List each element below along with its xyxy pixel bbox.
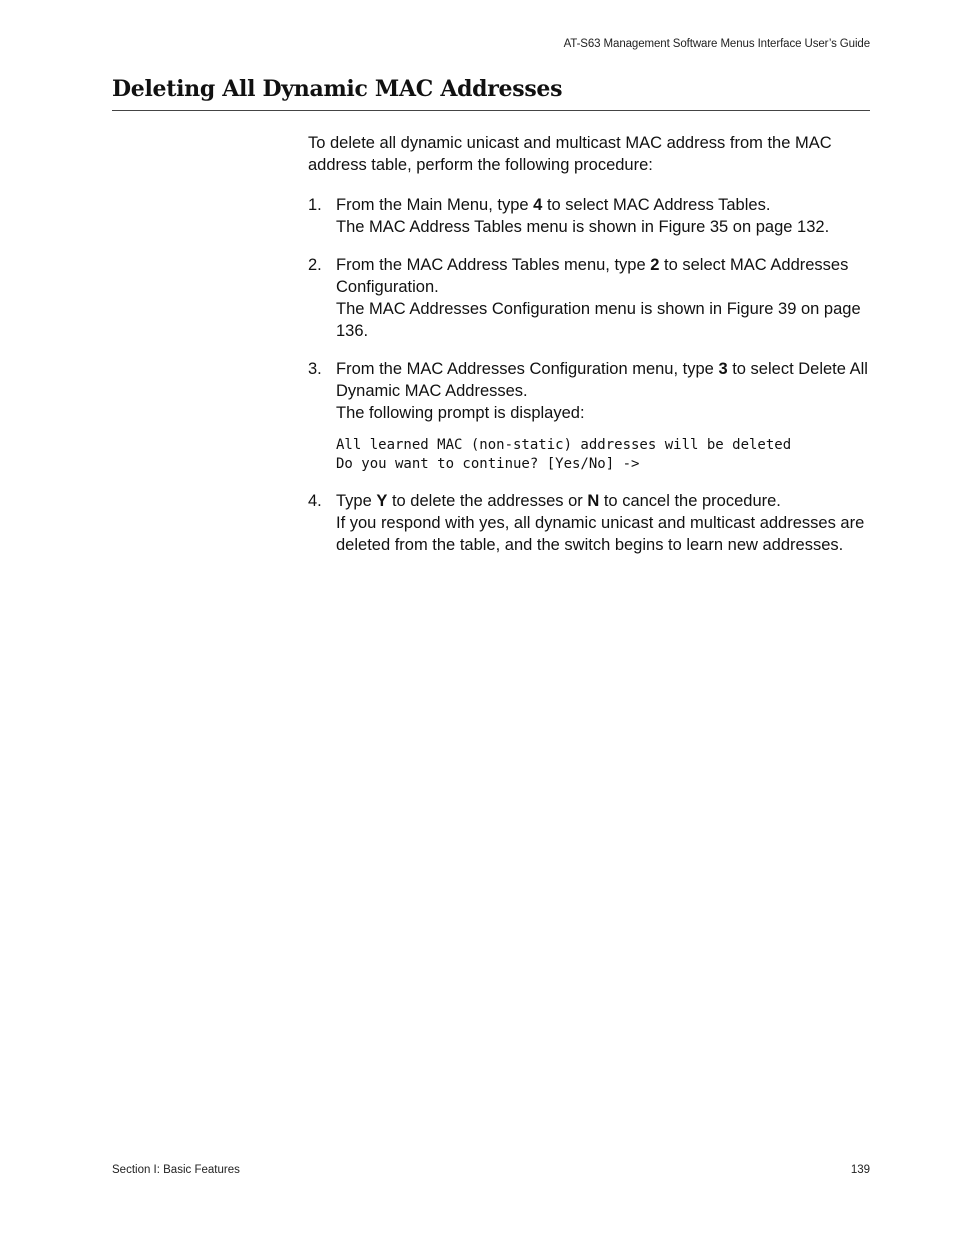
section-title: Deleting All Dynamic MAC Addresses (112, 76, 563, 102)
key-label: 4 (533, 196, 543, 214)
step-instruction: From the MAC Address Tables menu, type 2 to select MAC Addresses Configuration. (336, 256, 849, 296)
step-note: The MAC Addresses Configuration menu is shown in Figure 39 on page 136. (336, 300, 861, 340)
key-label: Y (376, 492, 388, 510)
step-body (336, 194, 870, 238)
step-number: 2. (308, 256, 322, 274)
step-note: The MAC Address Tables menu is shown in Figure 35 on page 132. (336, 218, 830, 236)
step-body (336, 254, 870, 342)
step-4 (308, 490, 870, 556)
step-number: 1. (308, 196, 322, 214)
step-number: 4. (308, 492, 322, 510)
step-number: 3. (308, 360, 322, 378)
step-instruction: From the MAC Addresses Configuration menu, type 3 to select Delete All Dynamic MAC Addresses. (336, 360, 868, 400)
step-1 (308, 194, 870, 238)
intro-paragraph: To delete all dynamic unicast and multicast MAC address from the MAC address table, perform the following procedure: (308, 134, 832, 174)
title-rule (112, 110, 870, 111)
step-body (336, 358, 870, 474)
prompt-code-block (336, 436, 870, 474)
procedure-body (308, 132, 870, 556)
step-instruction: From the Main Menu, type 4 to select MAC Address Tables. (336, 196, 771, 214)
step-instruction: Type Y to delete the addresses or N to cancel the procedure. (336, 492, 781, 510)
step-3 (308, 358, 870, 474)
footer-page-number: 139 (850, 1164, 870, 1176)
key-label: 3 (718, 360, 728, 378)
code-line: Do you want to continue? [Yes/No] -> (336, 456, 640, 472)
footer-section: Section I: Basic Features (112, 1164, 240, 1176)
step-note: If you respond with yes, all dynamic unicast and multicast addresses are deleted from the table, and the switch begins to learn new addresses. (336, 514, 865, 554)
key-label: N (587, 492, 600, 510)
step-body (336, 490, 870, 556)
key-label: 2 (650, 256, 660, 274)
step-note: The following prompt is displayed: (336, 404, 585, 422)
code-line: All learned MAC (non-static) addresses will be deleted (336, 437, 792, 453)
running-header: AT-S63 Management Software Menus Interface User’s Guide (563, 38, 870, 50)
step-2 (308, 254, 870, 342)
